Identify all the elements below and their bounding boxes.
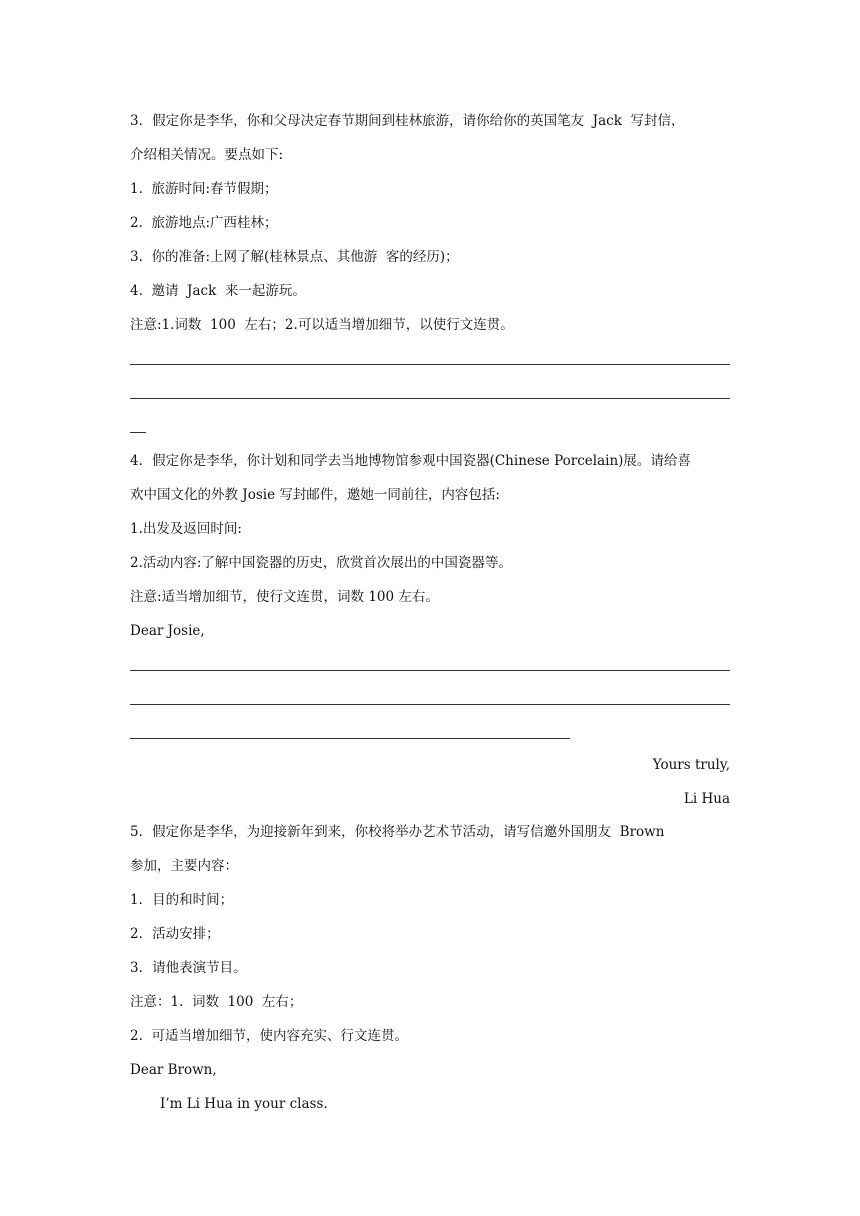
q5-prompt-line1: 5．假定你是李华，为迎接新年到来，你校将举办艺术节活动，请写信邀外国朋友 Brown xyxy=(130,824,665,840)
q4-prompt-line2: 欢中国文化的外教 Josie 写封邮件，邀她一同前往，内容包括: xyxy=(130,487,500,503)
q3-item-4: 4. 邀请 Jack 来一起游玩。 xyxy=(130,283,306,299)
q5-note-2: 2. 可适当增加细节，使内容充实、行文连贯。 xyxy=(130,1028,408,1044)
q4-item-1: 1.出发及返回时间: xyxy=(130,521,242,537)
q5-note-1: 注意：1. 词数 100 左右； xyxy=(130,994,303,1010)
q4-answer-line-2 xyxy=(130,704,730,705)
q3-item-3: 3. 你的准备:上网了解(桂林景点、其他游 客的经历)； xyxy=(130,249,459,265)
q5-item-2: 2．活动安排； xyxy=(130,926,220,942)
q4-item-2: 2.活动内容:了解中国瓷器的历史，欣赏首次展出的中国瓷器等。 xyxy=(130,555,512,571)
q4-closing: Yours truly, xyxy=(652,757,730,773)
q4-prompt-line1: 4．假定你是李华，你计划和同学去当地博物馆参观中国瓷器(Chinese Porcelain)展。请给喜 xyxy=(130,453,691,469)
q4-answer-line-3 xyxy=(130,738,570,739)
q4-signature: Li Hua xyxy=(683,791,730,807)
q3-item-1: 1. 旅游时间:春节假期； xyxy=(130,181,278,197)
q5-item-3: 3．请他表演节目。 xyxy=(130,960,247,976)
q3-answer-line-3 xyxy=(130,432,146,433)
q3-note: 注意:1.词数 100 左右；2.可以适当增加细节，以使行文连贯。 xyxy=(130,317,514,333)
q4-greeting: Dear Josie, xyxy=(130,623,205,639)
q5-item-1: 1．目的和时间； xyxy=(130,892,234,908)
q5-prompt-line2: 参加，主要内容： xyxy=(130,858,238,874)
q5-greeting: Dear Brown, xyxy=(130,1062,217,1078)
q3-answer-line-2 xyxy=(130,398,730,399)
q3-prompt-line1: 3．假定你是李华，你和父母决定春节期间到桂林旅游，请你给你的英国笔友 Jack 写封信， xyxy=(130,113,685,129)
q4-answer-line-1 xyxy=(130,670,730,671)
q4-note: 注意:适当增加细节，使行文连贯，词数 100 左右。 xyxy=(130,589,439,605)
q3-answer-line-1 xyxy=(130,364,730,365)
q3-prompt-line2: 介绍相关情况。要点如下: xyxy=(130,147,284,163)
q5-opening-sentence: I’m Li Hua in your class. xyxy=(160,1096,328,1112)
q3-item-2: 2. 旅游地点:广西桂林； xyxy=(130,215,278,231)
